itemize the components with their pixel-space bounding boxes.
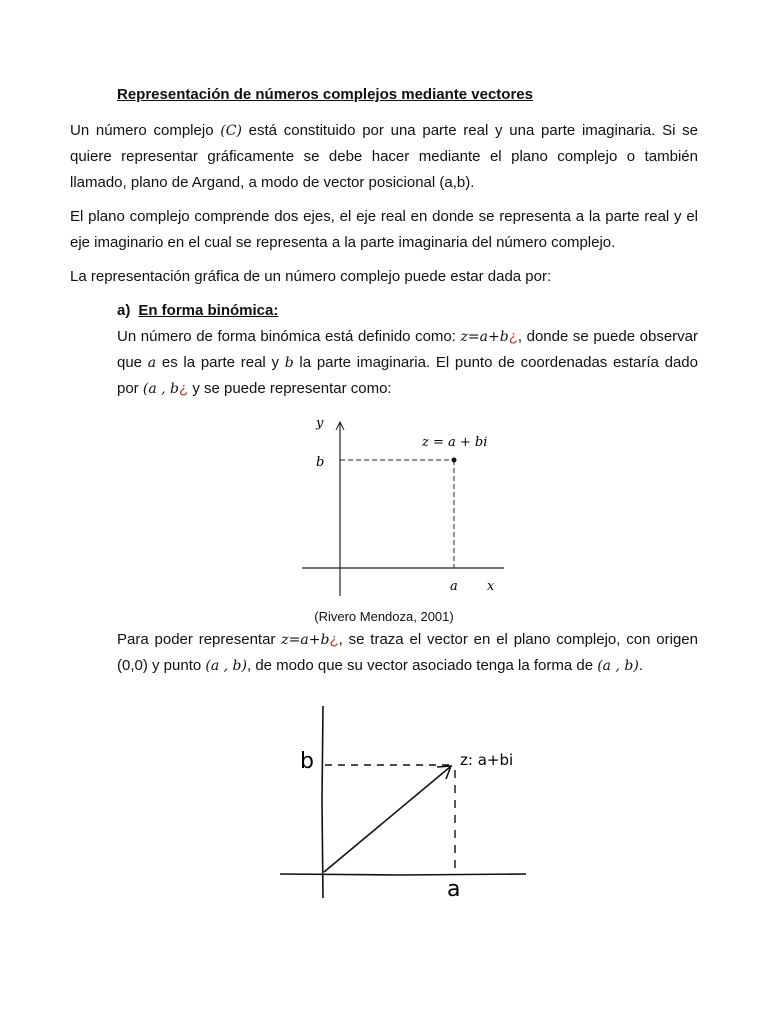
binomial-text-5: y se puede representar como: [188, 380, 392, 397]
b-hand-label: b [300, 749, 314, 774]
x-label: x [487, 579, 495, 594]
a-hand-label: a [447, 877, 461, 902]
binomial-text-2: , donde se puede observar que [117, 328, 698, 371]
vector-text-1: Para poder representar [117, 631, 282, 648]
var-b: b [284, 355, 294, 371]
paragraph-vector [117, 627, 698, 679]
point-ab: (a , b) [205, 658, 247, 674]
formula-z: z=a+b [460, 329, 509, 345]
binomial-text-4: la parte imaginaria. El punto de coordenadas estaría dado por [117, 354, 698, 397]
figure-complex-plane-1 [290, 410, 510, 600]
section-a-label: En forma binómica: [138, 302, 279, 319]
page-title: Representación de números complejos mediante vectores [117, 86, 533, 103]
vector-form: (a , b) [597, 658, 639, 674]
section-a-marker: a) [117, 302, 131, 319]
var-a: a [147, 355, 157, 371]
figure-caption: (Rivero Mendoza, 2001) [314, 609, 454, 624]
y-label: y [316, 416, 324, 431]
vector-text-3: , de modo que su vector asociado tenga la forma de [246, 657, 598, 674]
vector-text-4: . [638, 657, 643, 674]
complex-set-symbol: (C) [220, 123, 242, 139]
vertical-axis [322, 706, 323, 898]
paragraph-representation: La representación gráfica de un número complejo puede estar dada por: [70, 268, 552, 285]
intro-text-start: Un número complejo [70, 122, 221, 139]
paragraph-binomial [117, 324, 698, 402]
point-coords-glyph: ¿ [178, 380, 189, 397]
paragraph-intro [70, 118, 698, 196]
point-z [452, 458, 457, 463]
point-z-label: z = a + bi [422, 435, 488, 450]
formula-z-2: z=a+b [281, 632, 330, 648]
point-coords: (a , b [142, 381, 179, 397]
intro-text-end: está constituido por una parte real y una parte imaginaria. Si se quiere representar gráficamente se debe hacer mediante el plano complejo o también llamado, plano de Argand, a modo de vector posicional (a,b). [70, 122, 698, 191]
vector-text-2: , se traza el vector en el plano complejo, con origen (0,0) y punto [117, 631, 698, 674]
binomial-text-1: Un número de forma binómica está definido como: [117, 328, 461, 345]
formula-z-glyph: ¿ [508, 328, 518, 345]
figure-complex-plane-2 [280, 700, 540, 905]
a-label: a [450, 579, 458, 594]
horizontal-axis [280, 874, 526, 875]
b-label: b [316, 455, 325, 470]
formula-z-2-glyph: ¿ [329, 631, 339, 648]
z-hand-label: z: a+bi [460, 751, 514, 769]
binomial-text-3: es la parte real y [156, 354, 285, 371]
paragraph-plane: El plano complejo comprende dos ejes, el eje real en donde se representa a la parte real y el eje imaginario en el cual se representa a la parte imaginaria del número complejo. [70, 208, 698, 251]
vector-line [324, 767, 450, 872]
section-a-heading [117, 302, 278, 319]
